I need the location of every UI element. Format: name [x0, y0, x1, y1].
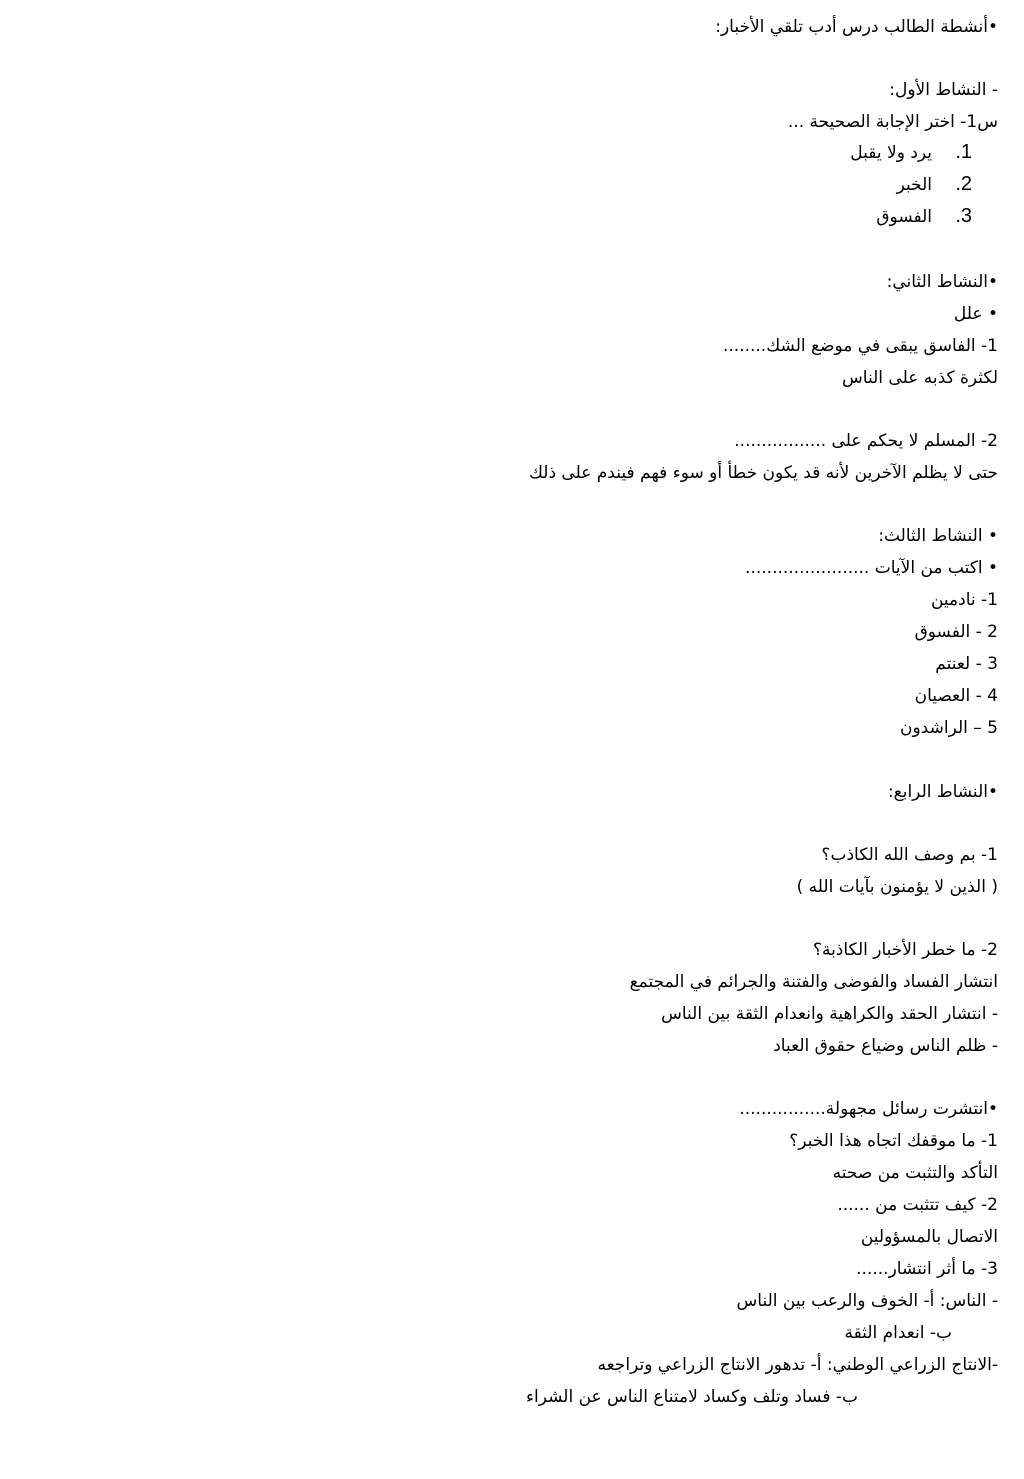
activity4-question-2: 2- ما خطر الأخبار الكاذبة؟: [812, 940, 998, 960]
activity3-instruction: • اكتب من الآيات .......................: [745, 558, 998, 578]
option-1-number: 1.: [955, 141, 972, 163]
activity3-item-2: 2 - الفسوق: [914, 622, 998, 642]
option-1: [850, 141, 972, 164]
activity5-answer-1: التأكد والتثبت من صحته: [832, 1163, 998, 1183]
activity4-answer-2-line-1: انتشار الفساد والفوضى والفتنة والجرائم في المجتمع: [629, 972, 998, 992]
activity5-people-effect-a: - الناس: أ- الخوف والرعب بين الناس: [736, 1291, 998, 1311]
option-3-number: 3.: [955, 205, 972, 227]
activity4-answer-2-line-2: - انتشار الحقد والكراهية وانعدام الثقة بين الناس: [661, 1004, 998, 1024]
document-header: •أنشطة الطالب درس أدب تلقي الأخبار:: [715, 17, 998, 37]
activity4-answer-2-line-3: - ظلم الناس وضياع حقوق العباد: [773, 1036, 998, 1056]
option-1-text: يرد ولا يقبل: [850, 143, 932, 163]
activity3-item-4: 4 - العصيان: [914, 686, 998, 706]
option-2-text: الخبر: [896, 175, 932, 195]
activity2-question-1: 1- الفاسق يبقى في موضع الشك........: [722, 336, 998, 356]
activity5-agri-effect-b: ب- فساد وتلف وكساد لامتناع الناس عن الشراء: [526, 1387, 858, 1407]
activity3-title: • النشاط الثالث:: [878, 526, 998, 546]
activity5-title: •انتشرت رسائل مجهولة................: [739, 1099, 998, 1119]
option-3: [876, 205, 972, 228]
activity1-title: - النشاط الأول:: [889, 80, 998, 100]
activity4-title: •النشاط الرابع:: [887, 782, 998, 802]
activity3-item-3: 3 - لعنتم: [935, 654, 998, 674]
activity4-answer-1: ( الذين لا يؤمنون بآيات الله ): [796, 877, 998, 897]
activity5-question-2: 2- كيف تتثبت من ......: [837, 1195, 998, 1215]
activity2-question-2: 2- المسلم لا يحكم على .................: [734, 431, 998, 451]
option-3-text: الفسوق: [876, 207, 932, 227]
activity2-instruction: • علل: [953, 304, 998, 324]
activity5-question-3: 3- ما أثر انتشار......: [856, 1259, 998, 1279]
activity3-item-5: 5 – الراشدون: [899, 718, 998, 738]
activity5-question-1: 1- ما موقفك اتجاه هذا الخبر؟: [789, 1131, 998, 1151]
option-2-number: 2.: [955, 173, 972, 195]
activity2-answer-2: حتى لا يظلم الآخرين لأنه قد يكون خطأ أو سوء فهم فيندم على ذلك: [528, 463, 998, 483]
activity5-agri-effect-a: -الانتاج الزراعي الوطني: أ- تدهور الانتاج الزراعي وتراجعه: [597, 1355, 998, 1375]
activity2-title: •النشاط الثاني:: [886, 272, 998, 292]
activity4-question-1: 1- بم وصف الله الكاذب؟: [821, 845, 998, 865]
activity3-item-1: 1- نادمين: [930, 590, 998, 610]
activity5-answer-2: الاتصال بالمسؤولين: [860, 1227, 998, 1247]
activity5-people-effect-b: ب- انعدام الثقة: [844, 1323, 952, 1343]
activity2-answer-1: لكثرة كذبه على الناس: [842, 368, 998, 388]
activity1-question: س1- اختر الإجابة الصحيحة ...: [787, 112, 998, 132]
option-2: [897, 173, 972, 196]
